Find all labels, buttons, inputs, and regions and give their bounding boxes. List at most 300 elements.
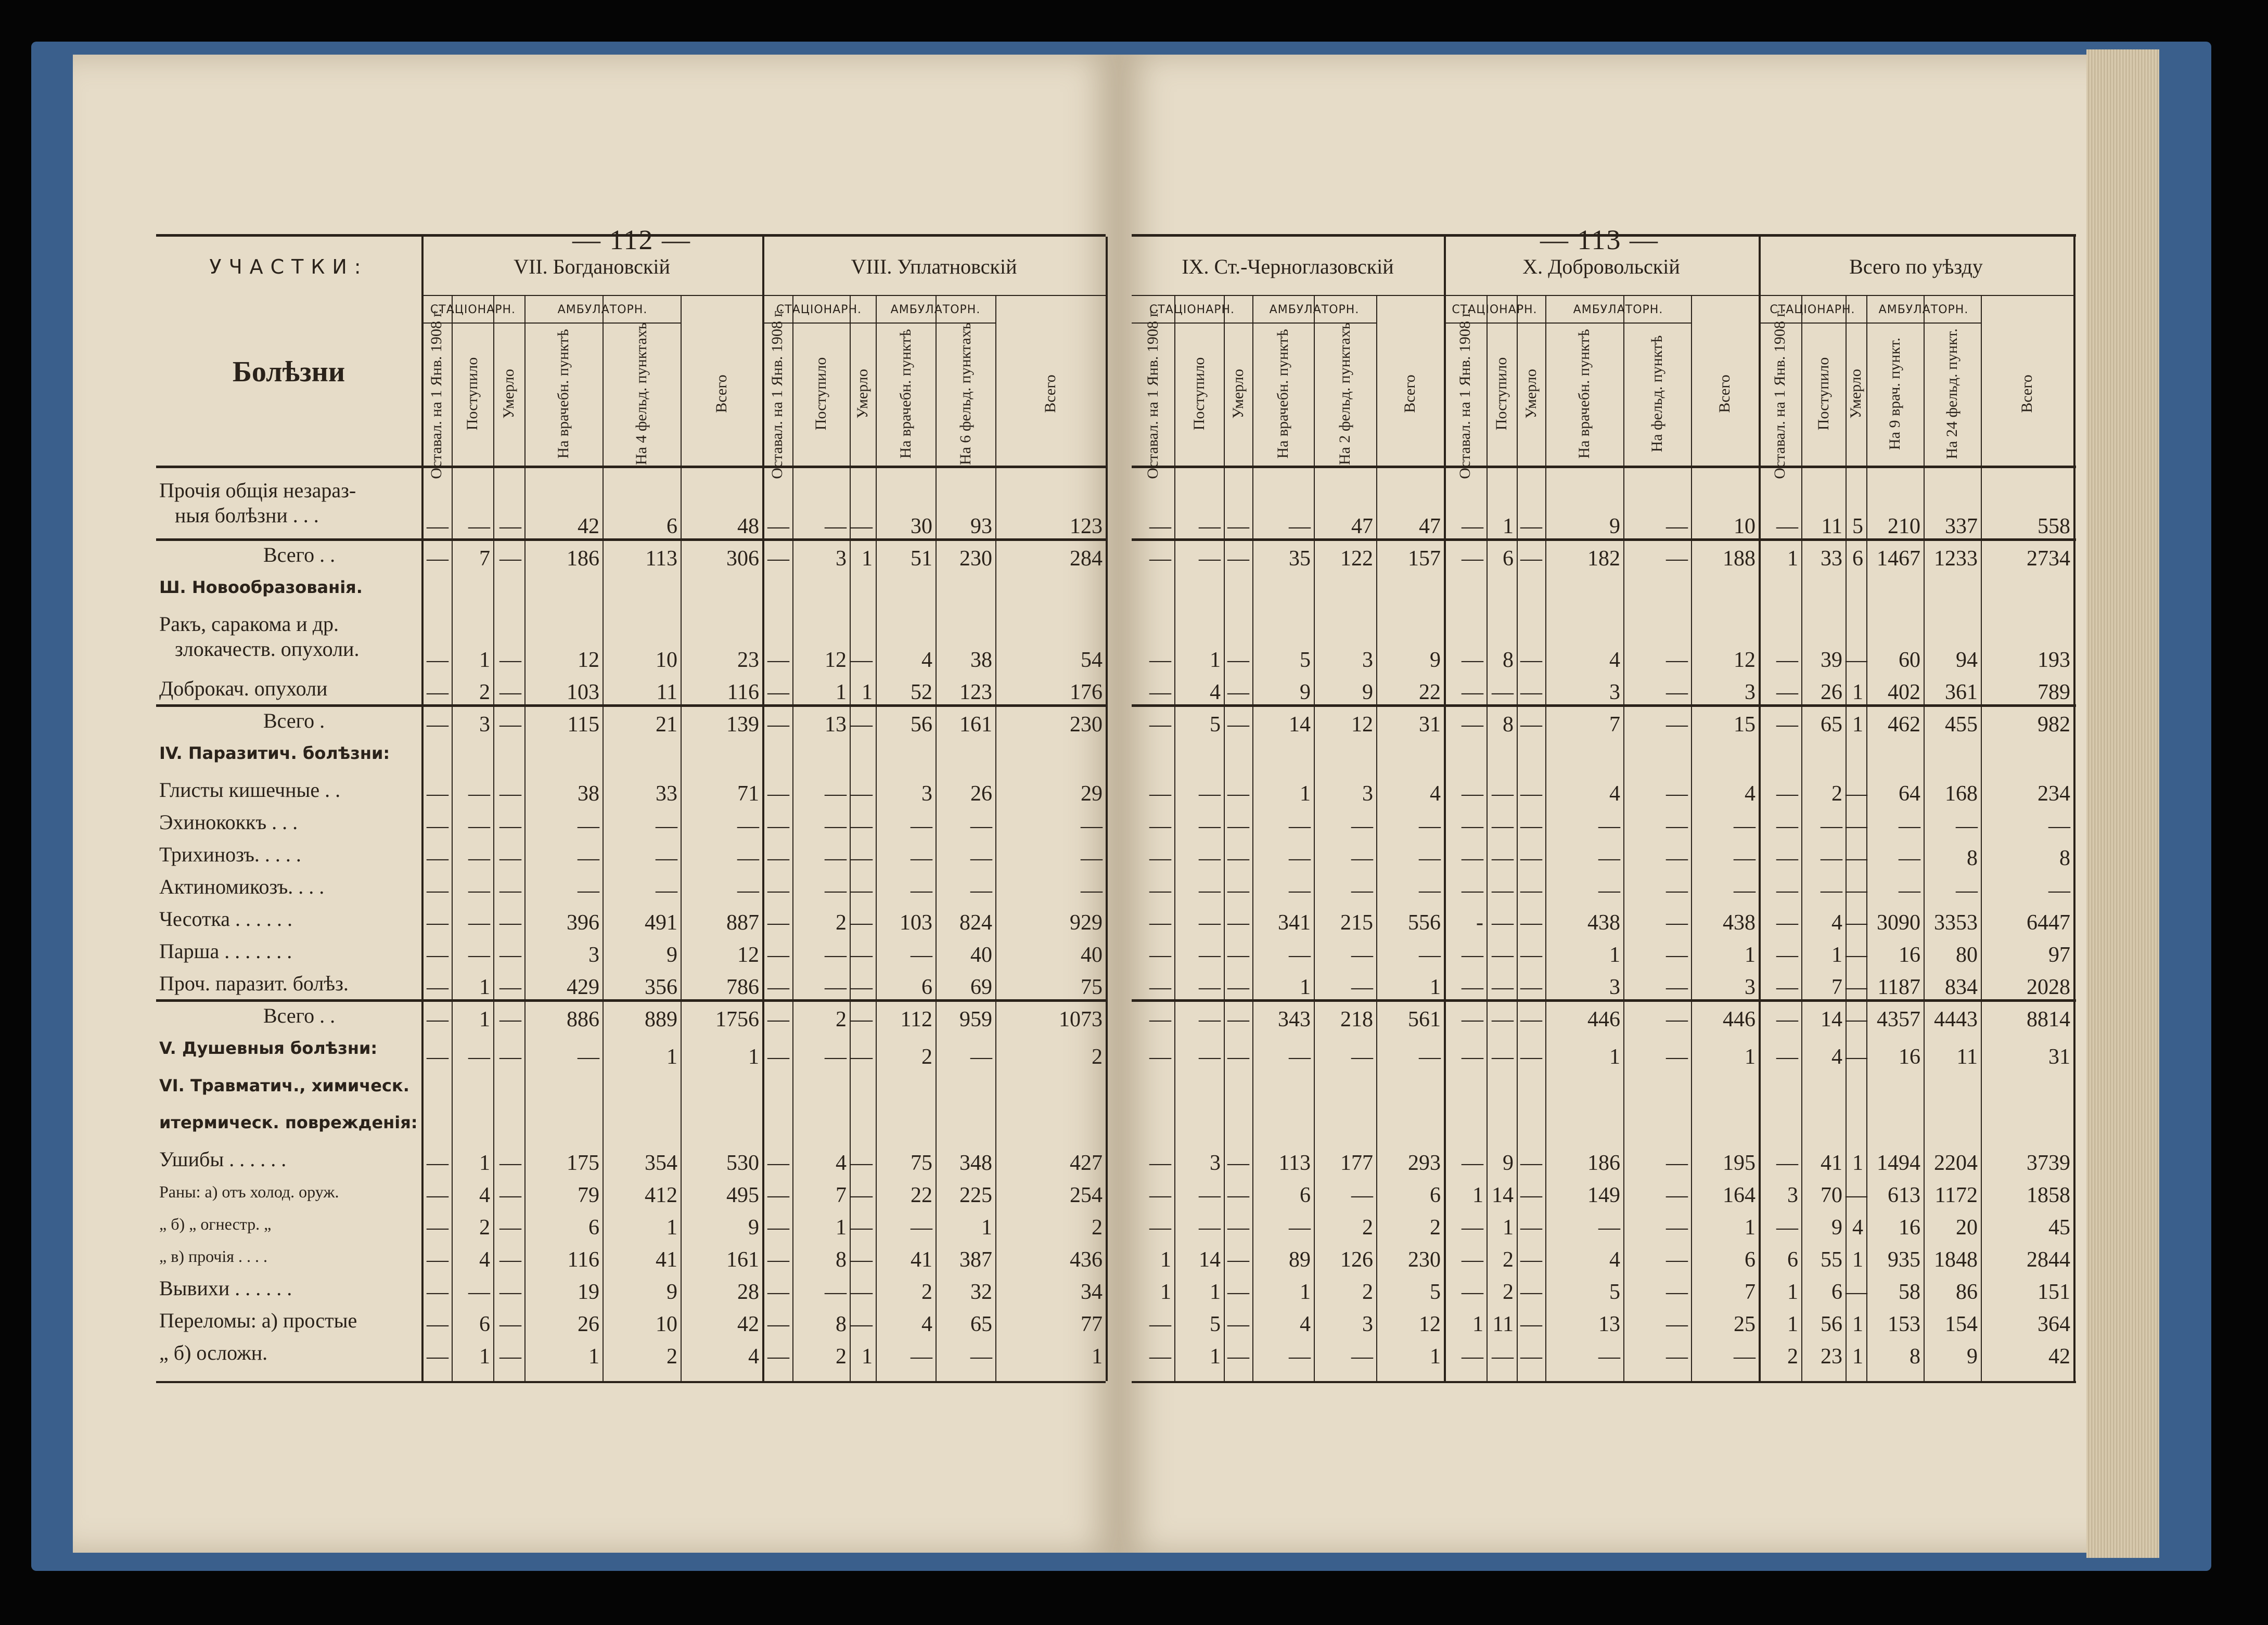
row-label-line: Ш. Новообразованія. bbox=[159, 577, 363, 597]
table-cell: 3 bbox=[1745, 975, 1756, 1000]
table-cell: — bbox=[427, 1008, 449, 1032]
table-cell: — bbox=[1351, 975, 1373, 1000]
table-cell: — bbox=[1776, 1044, 1798, 1069]
table-cell: — bbox=[825, 514, 847, 538]
table-cell: — bbox=[499, 1151, 521, 1175]
table-cell: 1 bbox=[1300, 782, 1311, 806]
row-label-line: Эхинококкъ . . . bbox=[159, 810, 298, 834]
table-cell: 215 bbox=[1340, 911, 1373, 935]
table-cell: 230 bbox=[959, 547, 992, 571]
table-cell: — bbox=[1227, 648, 1249, 673]
column-header-text: Всего bbox=[1042, 375, 1059, 413]
table-cell: 834 bbox=[1945, 975, 1978, 1000]
table-cell: 116 bbox=[567, 1247, 599, 1272]
table-cell: 1 bbox=[1092, 1345, 1103, 1369]
table-cell: — bbox=[499, 1215, 521, 1240]
table-cell: 56 bbox=[1821, 1312, 1842, 1336]
table-cell: 80 bbox=[1956, 943, 1978, 968]
table-cell: 1 bbox=[1300, 1280, 1311, 1304]
table-cell: 168 bbox=[1945, 782, 1978, 806]
table-cell: 38 bbox=[578, 782, 599, 806]
column-header-text: На 6 фельд. пунктахъ bbox=[956, 322, 974, 466]
table-cell: 959 bbox=[959, 1008, 992, 1032]
subheader-ambulatory: АМБУЛАТОРН. bbox=[1878, 303, 1969, 316]
table-cell: — bbox=[427, 1312, 449, 1336]
table-cell: 12 bbox=[1351, 713, 1373, 737]
table-cell: 1 bbox=[667, 1044, 677, 1069]
table-cell: 6 bbox=[1787, 1247, 1798, 1272]
table-cell: — bbox=[1227, 879, 1249, 903]
table-cell: 561 bbox=[1408, 1008, 1441, 1032]
column-header bbox=[421, 308, 452, 479]
table-cell: — bbox=[767, 514, 789, 538]
table-row bbox=[156, 1215, 1106, 1241]
table-cell: — bbox=[767, 846, 789, 871]
table-cell: 613 bbox=[1888, 1183, 1920, 1207]
table-cell: — bbox=[1227, 911, 1249, 935]
table-cell: — bbox=[499, 846, 521, 871]
table-cell: — bbox=[499, 1312, 521, 1336]
table-cell: 77 bbox=[1081, 1312, 1103, 1336]
table-cell: 2 bbox=[667, 1345, 677, 1369]
district-group-header: Всего по уѣзду bbox=[1849, 255, 1983, 278]
table-cell: 402 bbox=[1888, 680, 1920, 705]
table-cell: — bbox=[468, 514, 490, 538]
table-cell: — bbox=[767, 1247, 789, 1272]
column-header bbox=[1924, 326, 1981, 461]
row-label-line: Актиномикозъ. . . . bbox=[159, 875, 325, 899]
table-cell: — bbox=[1081, 846, 1103, 871]
table-cell: — bbox=[1462, 514, 1483, 538]
table-cell: — bbox=[1227, 814, 1249, 839]
table-cell: 9 bbox=[1300, 680, 1311, 705]
table-cell: — bbox=[767, 648, 789, 673]
table-cell: — bbox=[1666, 648, 1688, 673]
table-cell: — bbox=[1776, 975, 1798, 1000]
table-row bbox=[1132, 845, 2076, 871]
table-cell: 2 bbox=[921, 1280, 932, 1304]
table-cell: — bbox=[1289, 943, 1311, 968]
table-cell: — bbox=[1462, 943, 1483, 968]
table-cell: 3739 bbox=[2027, 1151, 2070, 1175]
subheader-stationary: СТАЦІОНАРН. bbox=[1149, 303, 1235, 316]
table-cell: — bbox=[767, 1151, 789, 1175]
table-cell: — bbox=[1149, 514, 1171, 538]
table-row bbox=[1132, 781, 2076, 807]
group-header-rule bbox=[1444, 295, 1759, 296]
table-cell: 31 bbox=[2048, 1044, 2070, 1069]
table-cell: 4443 bbox=[1934, 1008, 1978, 1032]
row-label-line: Всего . bbox=[263, 709, 325, 733]
table-cell: — bbox=[1227, 846, 1249, 871]
column-header-text: Умерло bbox=[1229, 369, 1247, 419]
table-cell: — bbox=[1419, 846, 1441, 871]
table-cell: — bbox=[851, 1183, 873, 1207]
table-row bbox=[1132, 1044, 2076, 1070]
table-cell: — bbox=[427, 975, 449, 1000]
table-cell: 12 bbox=[1734, 648, 1756, 673]
group-header-rule bbox=[421, 295, 762, 296]
table-cell: 20 bbox=[1956, 1215, 1978, 1240]
column-header bbox=[493, 326, 524, 461]
table-cell: — bbox=[1520, 1312, 1542, 1336]
row-label bbox=[263, 1003, 335, 1028]
table-cell: 14 bbox=[1199, 1247, 1221, 1272]
column-header-text: Оставал. на 1 Янв. 1908 г. bbox=[768, 308, 786, 479]
table-cell: 6 bbox=[921, 975, 932, 1000]
table-cell: 412 bbox=[645, 1183, 677, 1207]
table-cell: 3 bbox=[836, 547, 847, 571]
row-label bbox=[159, 907, 292, 932]
table-cell: — bbox=[1462, 1044, 1483, 1069]
table-cell: — bbox=[427, 514, 449, 538]
table-cell: — bbox=[1776, 713, 1798, 737]
table-cell: — bbox=[1199, 975, 1221, 1000]
column-header-text: Всего bbox=[1401, 375, 1418, 413]
table-row bbox=[156, 1279, 1106, 1305]
table-cell: — bbox=[851, 713, 873, 737]
table-cell: 1 bbox=[1503, 514, 1514, 538]
table-cell: 1 bbox=[1787, 1312, 1798, 1336]
table-cell: 462 bbox=[1888, 713, 1920, 737]
table-cell: — bbox=[1846, 782, 1867, 806]
table-cell: — bbox=[1821, 879, 1842, 903]
table-cell: — bbox=[468, 879, 490, 903]
table-cell: 935 bbox=[1888, 1247, 1920, 1272]
table-cell: 387 bbox=[959, 1247, 992, 1272]
table-cell: — bbox=[1227, 1312, 1249, 1336]
table-cell: — bbox=[1227, 1215, 1249, 1240]
table-cell: 8 bbox=[2059, 846, 2070, 871]
table-row bbox=[1132, 1311, 2076, 1337]
table-cell: — bbox=[1199, 1183, 1221, 1207]
table-cell: — bbox=[1149, 1215, 1171, 1240]
row-label bbox=[159, 741, 390, 766]
table-cell: 1 bbox=[1210, 1345, 1221, 1369]
table-cell: — bbox=[1462, 648, 1483, 673]
table-cell: — bbox=[1734, 814, 1756, 839]
row-label bbox=[159, 1110, 418, 1135]
table-cell: 234 bbox=[2038, 782, 2070, 806]
table-cell: — bbox=[1462, 1280, 1483, 1304]
table-cell: — bbox=[1520, 1151, 1542, 1175]
table-cell: 306 bbox=[726, 547, 759, 571]
table-cell: — bbox=[1666, 1151, 1688, 1175]
column-header-text: Оставал. на 1 Янв. 1908 г. bbox=[428, 308, 445, 479]
table-cell: — bbox=[1776, 814, 1798, 839]
table-cell: 6 bbox=[479, 1312, 490, 1336]
subheader-stationary: СТАЦІОНАРН. bbox=[776, 303, 862, 316]
table-cell: 9 bbox=[667, 1280, 677, 1304]
table-cell: — bbox=[1734, 1345, 1756, 1369]
table-cell: 12 bbox=[825, 648, 847, 673]
total-rule bbox=[1132, 538, 2076, 541]
table-cell: 2204 bbox=[1934, 1151, 1978, 1175]
table-cell: 8 bbox=[1967, 846, 1978, 871]
table-cell: — bbox=[1734, 846, 1756, 871]
table-row bbox=[1132, 1279, 2076, 1305]
table-cell: 4 bbox=[921, 648, 932, 673]
table-cell: 40 bbox=[1081, 943, 1103, 968]
table-cell: 5 bbox=[1210, 1312, 1221, 1336]
row-label bbox=[159, 1340, 267, 1365]
table-cell: 11 bbox=[656, 680, 677, 705]
table-cell: — bbox=[1351, 1183, 1373, 1207]
table-cell: — bbox=[1520, 911, 1542, 935]
table-cell: 1 bbox=[1210, 1280, 1221, 1304]
table-cell: 6447 bbox=[2027, 911, 2070, 935]
subheader-stationary: СТАЦІОНАРН. bbox=[1770, 303, 1855, 316]
table-cell: 9 bbox=[1967, 1345, 1978, 1369]
table-cell: — bbox=[499, 1280, 521, 1304]
table-cell: 9 bbox=[1503, 1151, 1514, 1175]
subheader-ambulatory: АМБУЛАТОРН. bbox=[890, 303, 981, 316]
column-header bbox=[681, 326, 762, 461]
table-cell: — bbox=[1520, 648, 1542, 673]
row-label-line: итермическ. поврежденія: bbox=[159, 1112, 418, 1132]
table-cell: — bbox=[911, 1215, 932, 1240]
table-cell: — bbox=[767, 547, 789, 571]
table-cell: — bbox=[737, 814, 759, 839]
table-cell: — bbox=[1492, 1044, 1514, 1069]
table-cell: 51 bbox=[911, 547, 932, 571]
district-group-header: VII. Богдановскій bbox=[514, 255, 670, 278]
table-cell: — bbox=[1462, 846, 1483, 871]
table-cell: — bbox=[1492, 911, 1514, 935]
table-cell: — bbox=[468, 911, 490, 935]
table-cell: — bbox=[825, 814, 847, 839]
table-cell: — bbox=[2048, 814, 2070, 839]
table-cell: 113 bbox=[645, 547, 677, 571]
table-right bbox=[1132, 234, 2076, 1383]
table-row bbox=[156, 942, 1106, 968]
table-cell: — bbox=[1846, 648, 1867, 673]
table-cell: — bbox=[1666, 879, 1688, 903]
page-number-right: — 113 — bbox=[1540, 224, 1659, 255]
table-cell: — bbox=[1846, 879, 1867, 903]
table-cell: — bbox=[1666, 814, 1688, 839]
table-cell: — bbox=[1492, 1008, 1514, 1032]
table-cell: — bbox=[1351, 814, 1373, 839]
table-cell: 14 bbox=[1289, 713, 1311, 737]
table-cell: — bbox=[1520, 514, 1542, 538]
table-cell: 23 bbox=[737, 648, 759, 673]
table-row bbox=[1132, 1081, 2076, 1107]
table-cell: 7 bbox=[479, 547, 490, 571]
table-cell: 4 bbox=[836, 1151, 847, 1175]
table-cell: 446 bbox=[1587, 1008, 1620, 1032]
table-cell: — bbox=[1227, 1044, 1249, 1069]
table-cell: 556 bbox=[1408, 911, 1441, 935]
table-cell: — bbox=[1734, 879, 1756, 903]
table-cell: 186 bbox=[567, 547, 599, 571]
table-cell: 54 bbox=[1081, 648, 1103, 673]
table-cell: — bbox=[1899, 879, 1920, 903]
table-cell: 30 bbox=[911, 514, 932, 538]
table-cell: — bbox=[1227, 1151, 1249, 1175]
table-cell: — bbox=[851, 1280, 873, 1304]
table-cell: 4 bbox=[1831, 1044, 1842, 1069]
table-cell: 786 bbox=[726, 975, 759, 1000]
subheader-ambulatory: АМБУЛАТОРН. bbox=[1269, 303, 1360, 316]
table-cell: 2 bbox=[921, 1044, 932, 1069]
column-header bbox=[936, 322, 995, 466]
table-cell: 116 bbox=[727, 680, 759, 705]
table-cell: 21 bbox=[656, 713, 677, 737]
row-label-line: Всего . . bbox=[263, 1004, 336, 1028]
table-cell: — bbox=[911, 879, 932, 903]
table-cell: — bbox=[1846, 1044, 1867, 1069]
table-cell: — bbox=[1666, 943, 1688, 968]
table-cell: — bbox=[970, 1345, 992, 1369]
table-cell: 455 bbox=[1945, 713, 1978, 737]
table-cell: 2028 bbox=[2027, 975, 2070, 1000]
column-header-text: На фельд. пунктѣ bbox=[1648, 335, 1665, 453]
table-row bbox=[1132, 878, 2076, 904]
table-cell: — bbox=[1351, 846, 1373, 871]
table-cell: 1 bbox=[479, 1151, 490, 1175]
total-rule bbox=[1132, 704, 2076, 707]
column-header-text: Оставал. на 1 Янв. 1908 г. bbox=[1144, 308, 1161, 479]
table-cell: 824 bbox=[959, 911, 992, 935]
table-cell: 1 bbox=[479, 975, 490, 1000]
table-cell: 1 bbox=[1831, 943, 1842, 968]
column-header-text: Умерло bbox=[1522, 369, 1540, 419]
table-cell: 188 bbox=[1723, 547, 1756, 571]
row-label-line: Парша . . . . . . . bbox=[159, 939, 292, 963]
table-cell: 2 bbox=[836, 911, 847, 935]
table-cell: 45 bbox=[2048, 1215, 2070, 1240]
column-header-text: Всего bbox=[2018, 375, 2035, 413]
table-cell: — bbox=[1776, 648, 1798, 673]
row-label-line: VI. Травматич., химическ. bbox=[159, 1075, 409, 1095]
table-cell: — bbox=[427, 648, 449, 673]
table-cell: 1756 bbox=[715, 1008, 759, 1032]
table-cell: 982 bbox=[2038, 713, 2070, 737]
table-cell: — bbox=[825, 879, 847, 903]
table-cell: — bbox=[851, 911, 873, 935]
table-row bbox=[1132, 910, 2076, 936]
table-cell: — bbox=[851, 648, 873, 673]
table-cell: 1 bbox=[1210, 648, 1221, 673]
table-cell: — bbox=[1956, 814, 1978, 839]
table-cell: — bbox=[427, 1247, 449, 1272]
table-cell: — bbox=[499, 648, 521, 673]
table-cell: 97 bbox=[2048, 943, 2070, 968]
table-cell: — bbox=[825, 975, 847, 1000]
table-cell: 38 bbox=[970, 648, 992, 673]
table-cell: — bbox=[767, 713, 789, 737]
table-cell: 1 bbox=[1852, 680, 1863, 705]
column-header bbox=[1759, 308, 1801, 479]
table-cell: — bbox=[767, 1280, 789, 1304]
table-cell: 5 bbox=[1430, 1280, 1441, 1304]
subheader-rule bbox=[1444, 323, 1691, 324]
table-cell: 1 bbox=[1300, 975, 1311, 1000]
table-cell: 558 bbox=[2038, 514, 2070, 538]
row-label-line: Доброкач. опухоли bbox=[159, 677, 328, 701]
table-cell: 6 bbox=[667, 514, 677, 538]
table-cell: 56 bbox=[911, 713, 932, 737]
table-cell: — bbox=[970, 1044, 992, 1069]
table-cell: 1 bbox=[1745, 1215, 1756, 1240]
table-cell: 438 bbox=[1723, 911, 1756, 935]
column-header bbox=[1174, 326, 1224, 461]
table-cell: — bbox=[1776, 782, 1798, 806]
table-cell: 122 bbox=[1340, 547, 1373, 571]
table-cell: 16 bbox=[1899, 1044, 1920, 1069]
table-cell: 13 bbox=[1598, 1312, 1620, 1336]
table-cell: 2 bbox=[1430, 1215, 1441, 1240]
table-cell: 4 bbox=[1609, 1247, 1620, 1272]
table-cell: — bbox=[767, 879, 789, 903]
table-cell: — bbox=[499, 713, 521, 737]
row-label-line: Глисты кишечные . . bbox=[159, 778, 341, 802]
table-cell: — bbox=[1492, 943, 1514, 968]
table-cell: 94 bbox=[1956, 648, 1978, 673]
table-row bbox=[1132, 513, 2076, 539]
table-cell: — bbox=[851, 1247, 873, 1272]
table-cell: 9 bbox=[667, 943, 677, 968]
table-cell: — bbox=[767, 1312, 789, 1336]
row-label bbox=[159, 842, 301, 867]
table-cell: 361 bbox=[1945, 680, 1978, 705]
table-cell: 3 bbox=[921, 782, 932, 806]
table-cell: 1 bbox=[1472, 1183, 1483, 1207]
table-cell: 15 bbox=[1734, 713, 1756, 737]
table-cell: — bbox=[468, 943, 490, 968]
table-cell: — bbox=[1081, 879, 1103, 903]
table-cell: — bbox=[1520, 846, 1542, 871]
table-cell: 40 bbox=[970, 943, 992, 968]
table-cell: — bbox=[656, 879, 677, 903]
table-cell: — bbox=[1149, 547, 1171, 571]
table-cell: 1 bbox=[588, 1345, 599, 1369]
table-cell: — bbox=[1899, 814, 1920, 839]
column-header-text: На 4 фельд. пунктахъ bbox=[633, 322, 650, 466]
table-cell: 69 bbox=[970, 975, 992, 1000]
table-cell: 210 bbox=[1888, 514, 1920, 538]
table-cell: 39 bbox=[1821, 648, 1842, 673]
table-cell: 9 bbox=[1362, 680, 1373, 705]
table-cell: 41 bbox=[656, 1247, 677, 1272]
table-cell: 1187 bbox=[1877, 975, 1920, 1000]
table-cell: — bbox=[825, 846, 847, 871]
table-cell: — bbox=[767, 1345, 789, 1369]
table-cell: — bbox=[1899, 846, 1920, 871]
table-cell: 429 bbox=[567, 975, 599, 1000]
total-rule bbox=[156, 999, 1106, 1002]
table-cell: — bbox=[1776, 879, 1798, 903]
column-header-text: Поступило bbox=[1493, 357, 1510, 431]
table-cell: — bbox=[1199, 879, 1221, 903]
table-cell: — bbox=[1227, 782, 1249, 806]
district-group-header: X. Добровольскій bbox=[1522, 255, 1680, 278]
table-cell: 3 bbox=[1609, 975, 1620, 1000]
table-cell: — bbox=[1199, 846, 1221, 871]
table-cell: 4 bbox=[479, 1247, 490, 1272]
table-cell: 175 bbox=[567, 1151, 599, 1175]
table-cell: — bbox=[851, 1312, 873, 1336]
table-cell: — bbox=[1462, 713, 1483, 737]
table-row bbox=[1132, 1344, 2076, 1370]
table-cell: 1 bbox=[748, 1044, 759, 1069]
table-cell: — bbox=[1666, 1008, 1688, 1032]
table-cell: 343 bbox=[1278, 1008, 1311, 1032]
table-cell: — bbox=[737, 846, 759, 871]
row-label-line: ныя болѣзни . . . bbox=[175, 504, 319, 527]
table-cell: — bbox=[1227, 1183, 1249, 1207]
